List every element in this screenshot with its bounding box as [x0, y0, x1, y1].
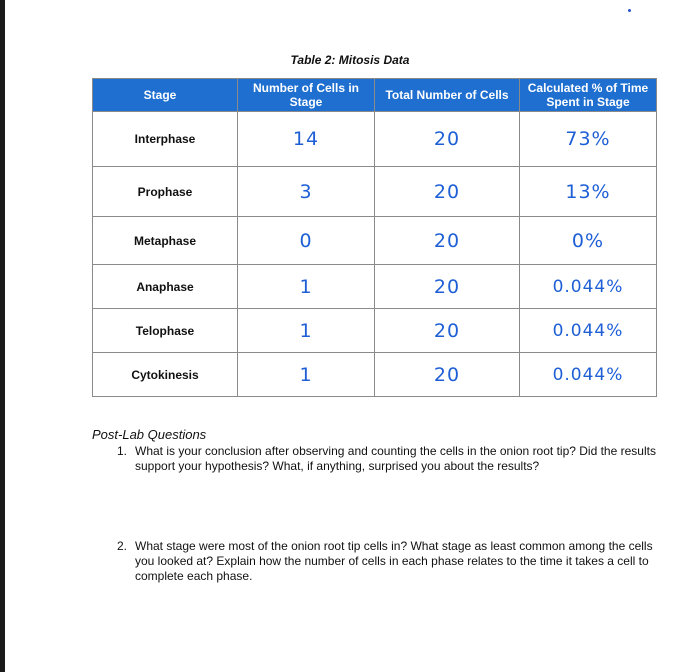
- stage-name: Metaphase: [93, 217, 238, 265]
- header-stage: Stage: [93, 79, 238, 112]
- table-title: Table 2: Mitosis Data: [290, 53, 410, 67]
- table-row: [93, 217, 657, 265]
- total-cells-value: 20: [375, 112, 520, 167]
- cells-in-stage-value: 1: [238, 353, 375, 397]
- question-text: What is your conclusion after observing and counting the cells in the onion root tip? Did the results support your hypothesis? What, if anything, surprised you about the results?: [135, 444, 656, 473]
- percent-time-value: 13%: [520, 167, 657, 217]
- stage-name: Anaphase: [93, 265, 238, 309]
- stage-name: Prophase: [93, 167, 238, 217]
- header-cells-in-stage: Number of Cells in Stage: [238, 79, 375, 112]
- table-row: [93, 112, 657, 167]
- question-number: 1.: [116, 444, 127, 458]
- stage-name: Interphase: [93, 112, 238, 167]
- stage-name: Cytokinesis: [93, 353, 238, 397]
- table-row: [93, 353, 657, 397]
- blue-dot-mark: [628, 9, 631, 12]
- table-header-row: [93, 79, 657, 112]
- total-cells-value: 20: [375, 309, 520, 353]
- percent-time-value: 0.044%: [520, 309, 657, 353]
- post-lab-section: [92, 427, 672, 584]
- cells-in-stage-value: 3: [238, 167, 375, 217]
- question-item: [92, 444, 672, 474]
- percent-time-value: 0.044%: [520, 265, 657, 309]
- total-cells-value: 20: [375, 217, 520, 265]
- left-edge-bar: [0, 0, 5, 672]
- post-lab-title: Post-Lab Questions: [92, 427, 207, 442]
- total-cells-value: 20: [375, 353, 520, 397]
- mitosis-data-table: [92, 78, 657, 397]
- total-cells-value: 20: [375, 167, 520, 217]
- table-row: [93, 265, 657, 309]
- cells-in-stage-value: 0: [238, 217, 375, 265]
- percent-time-value: 0.044%: [520, 353, 657, 397]
- header-percent-time: Calculated % of Time Spent in Stage: [520, 79, 657, 112]
- header-total-cells: Total Number of Cells: [375, 79, 520, 112]
- percent-time-value: 0%: [520, 217, 657, 265]
- question-text: What stage were most of the onion root tip cells in? What stage as least common among the cells you looked at? Explain how the number of cells in each phase relates to the time it takes a cell to complete each phase.: [135, 539, 653, 583]
- cells-in-stage-value: 14: [238, 112, 375, 167]
- total-cells-value: 20: [375, 265, 520, 309]
- percent-time-value: 73%: [520, 112, 657, 167]
- stage-name: Telophase: [93, 309, 238, 353]
- cells-in-stage-value: 1: [238, 265, 375, 309]
- question-number: 2.: [116, 539, 127, 553]
- cells-in-stage-value: 1: [238, 309, 375, 353]
- table-row: [93, 167, 657, 217]
- table-row: [93, 309, 657, 353]
- question-item: [92, 539, 672, 584]
